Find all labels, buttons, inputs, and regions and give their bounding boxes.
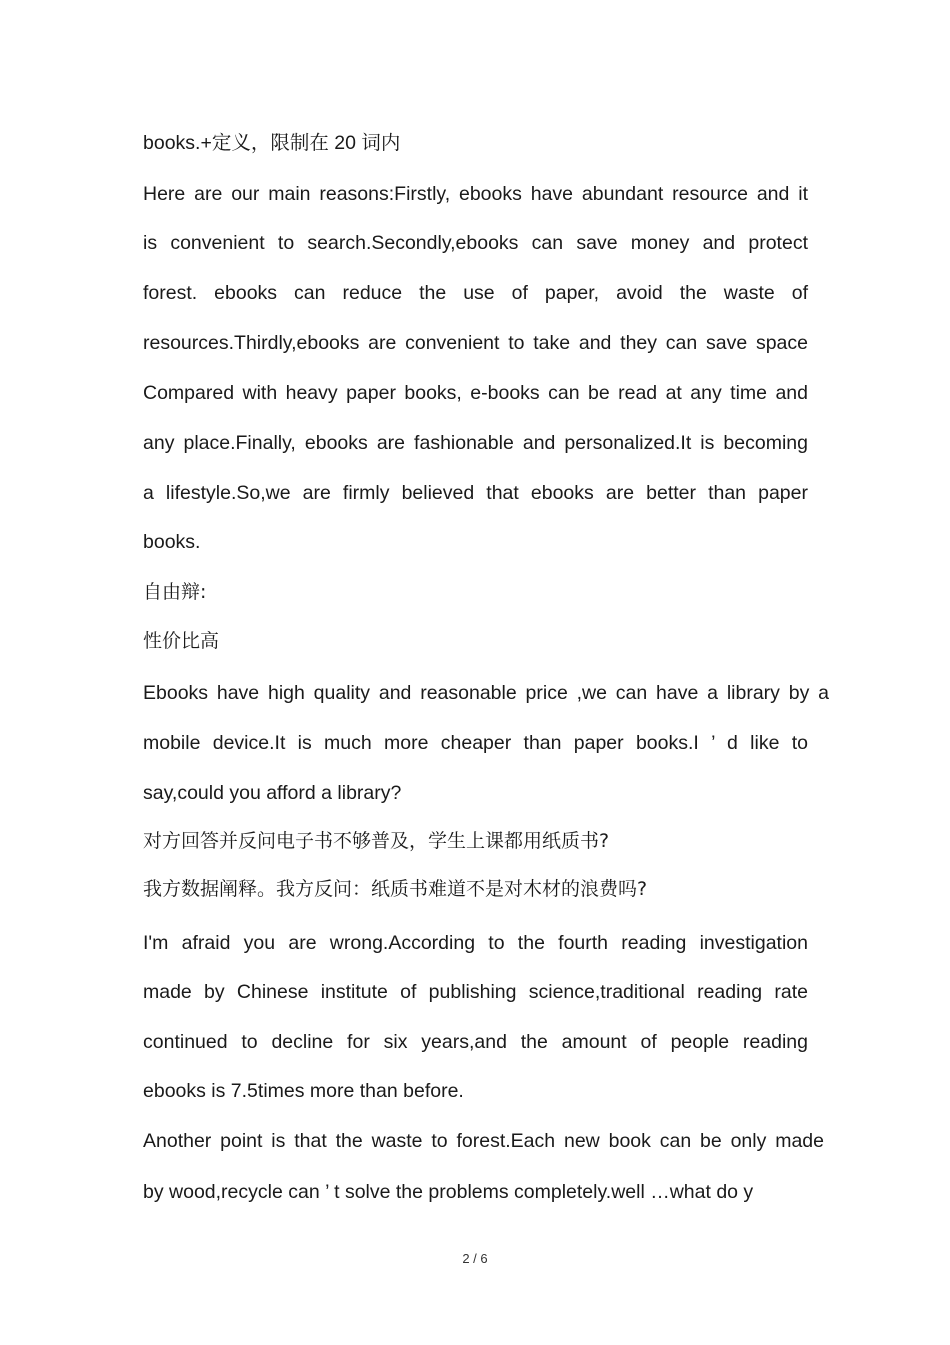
text-line: forest. ebooks can reduce the use of paper, avoid the waste of [143,282,808,304]
text-line: Here are our main reasons:Firstly, ebooks have abundant resource and it [143,183,808,205]
text-line: resources.Thirdly,ebooks are convenient to take and they can save space [143,332,808,354]
text-line: books. [143,531,201,553]
section-heading: 自由辩: [143,581,207,603]
text-line: Another point is that the waste to forest.Each new book can be only made [143,1130,824,1152]
text-line: continued to decline for six years,and the amount of people reading [143,1031,808,1053]
text-line: a lifestyle.So,we are firmly believed that ebooks are better than paper [143,482,808,504]
text-line: by wood,recycle can ’ t solve the problems completely.well …what do y [143,1181,754,1203]
text-line: made by Chinese institute of publishing science,traditional reading rate [143,981,808,1003]
text-line: Ebooks have high quality and reasonable price ,we can have a library by a [143,682,829,704]
text-line: 对方回答并反问电子书不够普及，学生上课都用纸质书? [143,830,610,852]
text-line: mobile device.It is much more cheaper than paper books.I ’ d like to [143,732,808,754]
section-subheading: 性价比高 [143,630,220,652]
text-line: is convenient to search.Secondly,ebooks can save money and protect [143,232,808,254]
text-line: say,could you afford a library? [143,782,402,804]
page-number: 2 / 6 [462,1251,488,1266]
text-line: I'm afraid you are wrong.According to the fourth reading investigation [143,932,808,954]
text-line: ebooks is 7.5times more than before. [143,1080,464,1102]
text-line: 我方数据阐释。我方反问：纸质书难道不是对木材的浪费吗? [143,878,648,900]
text-line: Compared with heavy paper books, e-books can be read at any time and [143,382,808,404]
text-line: books.+定义，限制在 20 词内 [143,132,401,154]
text-line: any place.Finally, ebooks are fashionable and personalized.It is becoming [143,432,808,454]
